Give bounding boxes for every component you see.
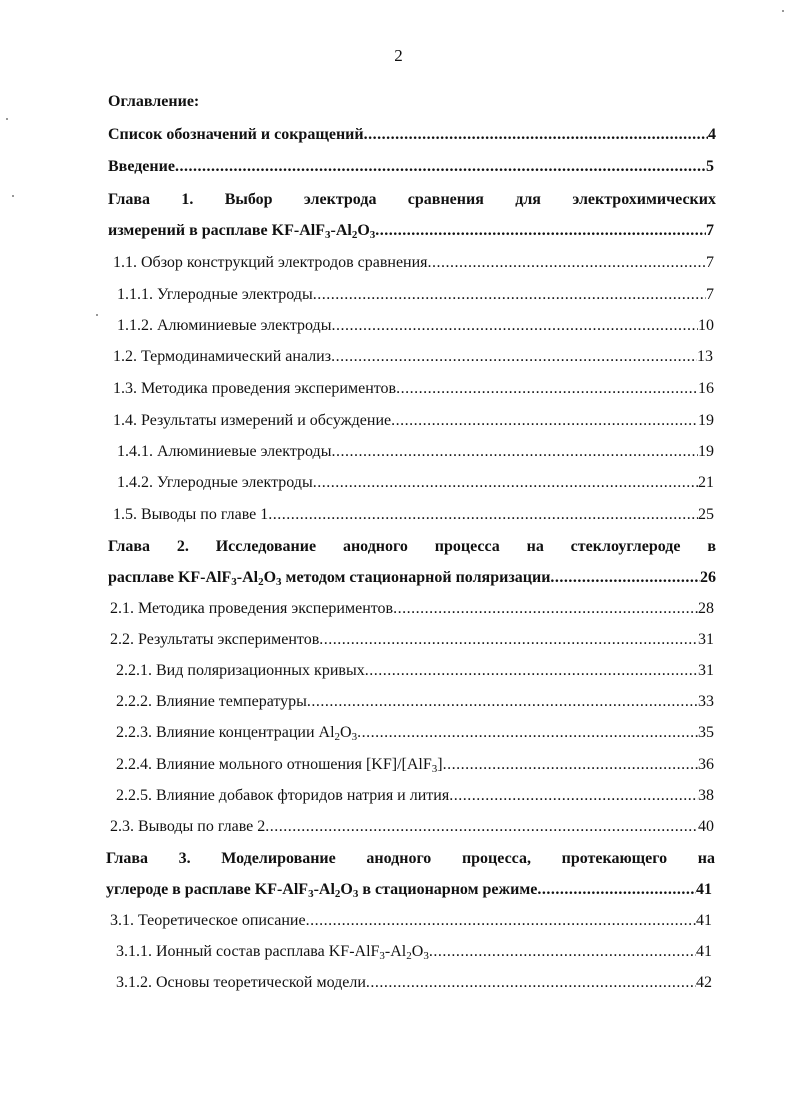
toc-entry-title: 1.1.2. Алюминиевые электроды — [117, 317, 332, 334]
dot-leader — [449, 787, 698, 805]
toc-entry[interactable] — [116, 787, 714, 805]
toc-entry[interactable] — [110, 912, 712, 930]
toc-entry-title: 2.2.5. Влияние добавок фторидов натрия и лития — [116, 787, 450, 804]
toc-entry[interactable] — [117, 286, 714, 304]
dot-leader — [307, 693, 698, 711]
dot-leader — [375, 222, 706, 240]
toc-entry-page: 38 — [698, 787, 714, 804]
toc-entry-title: 2.3. Выводы по главе 2 — [110, 818, 266, 835]
toc-entry-page: 31 — [698, 662, 714, 679]
toc-entry-page: 21 — [698, 474, 714, 491]
dot-leader — [428, 254, 706, 272]
toc-entry[interactable] — [116, 693, 714, 711]
toc-entry-chapter-3[interactable] — [106, 881, 712, 899]
dot-leader — [265, 818, 698, 836]
toc-entry-page: 5 — [706, 158, 714, 175]
toc-entry[interactable] — [110, 600, 714, 618]
toc-entry-chapter-1[interactable] — [108, 222, 714, 240]
toc-entry-page: 40 — [698, 818, 714, 835]
toc-entry-page: 4 — [708, 126, 716, 143]
toc-entry[interactable] — [113, 380, 714, 398]
toc-entry-title: измерений в расплаве $KF-AlF_3-Al_2O_3$ — [108, 222, 376, 240]
dot-leader — [443, 756, 698, 774]
toc-entry-title: 1.4.2. Углеродные электроды — [117, 474, 313, 491]
toc-entry[interactable] — [113, 412, 714, 430]
toc-entry-page: 19 — [698, 412, 714, 429]
toc-entry[interactable] — [113, 506, 714, 524]
dot-leader — [391, 412, 698, 430]
toc-entry-page: 33 — [698, 693, 714, 710]
toc-entry[interactable] — [116, 943, 712, 961]
toc-entry-title: 2.2.3. Влияние концентрации $Al_2O_3$ — [116, 724, 358, 742]
dot-leader — [365, 662, 698, 680]
toc-entry-page: 7 — [706, 222, 714, 239]
dot-leader — [429, 943, 696, 961]
dot-leader — [268, 506, 698, 524]
toc-entry-title: 1.4.1. Алюминиевые электроды — [117, 443, 332, 460]
toc-entry-title: 1.1. Обзор конструкций электродов сравнения — [113, 254, 428, 271]
page-number: 2 — [394, 46, 403, 65]
toc-entry-title: 3.1. Теоретическое описание — [110, 912, 306, 929]
toc-entry-title: Список обозначений и сокращений — [108, 126, 364, 143]
toc-entry[interactable] — [110, 631, 714, 649]
toc-entry[interactable] — [108, 126, 716, 144]
dot-leader — [357, 724, 698, 742]
toc-entry[interactable] — [108, 158, 714, 176]
toc-entry-title: углероде в расплаве $KF-AlF_3-Al_2O_3$ в стационарном режиме — [106, 881, 538, 899]
dot-leader — [550, 569, 700, 587]
toc-entry-page: 42 — [696, 974, 712, 991]
dot-leader — [364, 126, 708, 144]
toc-entry[interactable] — [117, 474, 714, 492]
scan-speck — [782, 10, 784, 12]
toc-entry-page: 26 — [700, 569, 716, 586]
toc-entry-page: 41 — [696, 912, 712, 929]
toc-entry-title: 2.2.2. Влияние температуры — [116, 693, 307, 710]
toc-entry-title: 2.2.1. Вид поляризационных кривых — [116, 662, 365, 679]
toc-entry-title: 3.1.1. Ионный состав расплава $KF-AlF_3-Al_2O_3$ — [116, 943, 429, 961]
dot-leader — [537, 881, 696, 899]
chapter-1-title-line1[interactable]: Глава 1. Выбор электрода сравнения для электрохимических — [108, 191, 716, 208]
toc-entry-page: 19 — [698, 443, 714, 460]
dot-leader — [331, 348, 697, 366]
toc-entry-page: 28 — [698, 600, 714, 617]
toc-entry-page: 7 — [706, 286, 714, 303]
toc-entry-title: 1.2. Термодинамический анализ — [113, 348, 332, 365]
dot-leader — [331, 317, 698, 335]
toc-entry-page: 41 — [696, 881, 712, 898]
toc-entry[interactable] — [110, 818, 714, 836]
dot-leader — [366, 974, 696, 992]
toc-entry-title: 2.1. Методика проведения экспериментов — [110, 600, 394, 617]
toc-entry-title: 2.2. Результаты экспериментов — [110, 631, 320, 648]
dot-leader — [313, 474, 698, 492]
toc-entry-page: 41 — [696, 943, 712, 960]
toc-entry-title: 1.4. Результаты измерений и обсуждение — [113, 412, 392, 429]
dot-leader — [319, 631, 698, 649]
toc-entry-title: Введение — [108, 158, 175, 175]
toc-entry[interactable] — [113, 348, 713, 366]
toc-entry-page: 36 — [698, 756, 714, 773]
toc-entry-page: 10 — [698, 317, 714, 334]
toc-entry[interactable] — [116, 662, 714, 680]
toc-entry-page: 25 — [698, 506, 714, 523]
toc-entry-chapter-2[interactable] — [108, 569, 716, 587]
toc-entry[interactable] — [117, 443, 714, 461]
dot-leader — [393, 600, 698, 618]
chapter-3-title-line1[interactable]: Глава 3. Моделирование анодного процесса, протекающего на — [106, 850, 715, 867]
toc-entry-title: расплаве $KF-AlF_3-Al_2O_3$ методом стационарной поляризации — [108, 569, 551, 587]
chapter-2-title-line1[interactable]: Глава 2. Исследование анодного процесса на стеклоуглероде в — [108, 538, 716, 555]
dot-leader — [306, 912, 696, 930]
toc-entry[interactable] — [116, 724, 714, 742]
dot-leader — [175, 158, 706, 176]
toc-entry[interactable] — [113, 254, 714, 272]
dot-leader — [396, 380, 698, 398]
toc-heading: Оглавление: — [108, 93, 200, 110]
scan-speck — [12, 195, 14, 197]
scan-speck — [96, 314, 98, 316]
scan-speck — [6, 118, 8, 120]
toc-entry-title: 1.1.1. Углеродные электроды — [117, 286, 313, 303]
toc-entry[interactable] — [116, 756, 714, 774]
toc-entry-title: 2.2.4. Влияние мольного отношения [KF]/[AlF$_3$] — [116, 756, 443, 774]
toc-entry-title: 3.1.2. Основы теоретической модели — [116, 974, 366, 991]
toc-entry[interactable] — [117, 317, 714, 335]
toc-entry-title: 1.3. Методика проведения экспериментов — [113, 380, 397, 397]
dot-leader — [313, 286, 706, 304]
toc-entry-title: 1.5. Выводы по главе 1 — [113, 506, 269, 523]
dot-leader — [331, 443, 698, 461]
toc-entry-page: 31 — [698, 631, 714, 648]
toc-entry[interactable] — [116, 974, 712, 992]
toc-entry-page: 35 — [698, 724, 714, 741]
toc-entry-page: 7 — [706, 254, 714, 271]
toc-entry-page: 16 — [698, 380, 714, 397]
toc-entry-page: 13 — [697, 348, 713, 365]
